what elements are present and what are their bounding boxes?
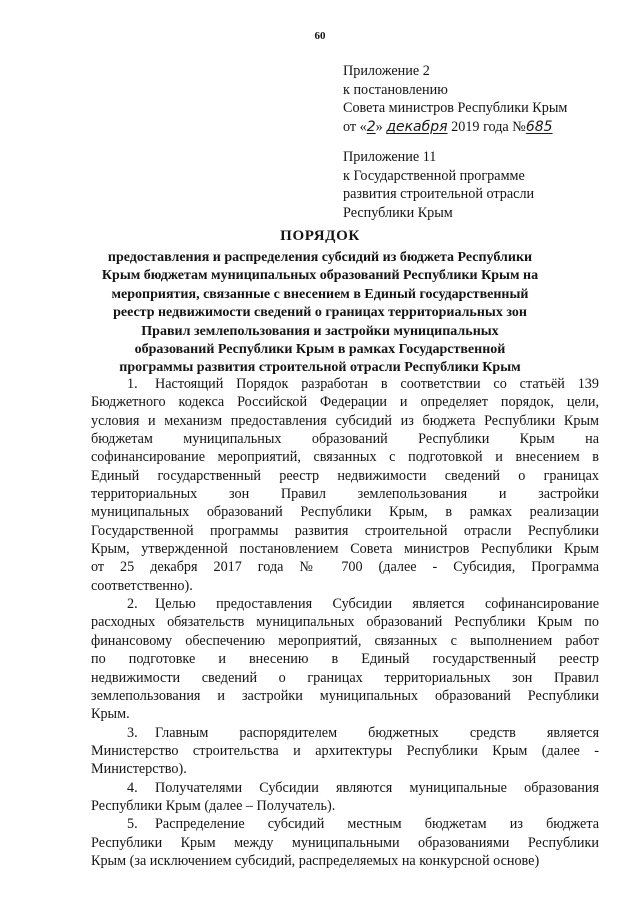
page-number: 60 — [314, 30, 326, 42]
paragraph-text: Крым (за исключением субсидий, распределяемых на конкурсной основе) — [91, 852, 540, 869]
paragraph-line — [91, 797, 599, 815]
paragraph-text: Получателями Субсидии являются муниципальные образования — [155, 779, 599, 796]
paragraph-line — [91, 742, 599, 760]
paragraph-3 — [91, 724, 599, 779]
subtitle-line: реестр недвижимости сведений о границах территориальных зон — [113, 305, 527, 321]
paragraph-line — [91, 705, 599, 723]
paragraph-1 — [91, 375, 599, 595]
paragraph-number: 2. — [127, 596, 138, 613]
annex-date-line — [343, 118, 613, 137]
paragraph-line — [91, 632, 599, 650]
paragraph-line — [91, 393, 599, 411]
paragraph-line — [91, 430, 599, 448]
paragraph-text: Крым. — [91, 706, 130, 723]
annex-original — [343, 148, 613, 222]
paragraph-text: Настоящий Порядок разработан в соответствии со статьёй 139 — [155, 376, 599, 392]
paragraph-line — [91, 412, 599, 430]
paragraph-text: муниципальных образований Республики Крым, в рамках реализации — [91, 504, 599, 521]
paragraph-text: Целью предоставления Субсидии является софинансирование — [155, 596, 599, 613]
annex-line: Совета министров Республики Крым — [343, 100, 568, 116]
paragraph-text: недвижимости сведений о границах территориальных зон Правил — [91, 669, 599, 686]
paragraph-line — [91, 613, 599, 631]
subtitle-line: мероприятия, связанные с внесением в Единый государственный — [111, 286, 529, 302]
handwritten-day: 2 — [366, 118, 376, 135]
annex-original-line: Республики Крым — [343, 204, 453, 221]
paragraph-line — [91, 467, 599, 485]
annex-original-line: Приложение 11 — [343, 149, 437, 165]
paragraph-text: Министерство). — [91, 761, 187, 778]
paragraph-text: Республики Крым между муниципальными образованиями Республики — [91, 834, 599, 851]
paragraph-line — [91, 669, 599, 687]
paragraph-text: по подготовке и внесению в Единый государственный реестр — [91, 651, 599, 668]
date-mid: » — [375, 118, 387, 135]
paragraph-line — [91, 650, 599, 668]
paragraph-5 — [91, 815, 599, 870]
paragraph-2 — [91, 595, 599, 723]
handwritten-month: декабря — [386, 118, 448, 135]
paragraph-text: Министерство строительства и архитектуры Республики Крым (далее - — [91, 742, 599, 759]
annex-original-line: развития строительной отрасли — [343, 186, 535, 202]
paragraph-line — [91, 779, 599, 797]
paragraph-4 — [91, 779, 599, 816]
paragraph-line — [91, 834, 599, 852]
paragraph-line — [91, 595, 599, 613]
annex-original-line: к Государственной программе — [343, 167, 525, 184]
paragraph-text: финансовому обеспечению мероприятий, связанных с выполнением работ — [91, 632, 599, 649]
paragraph-line — [91, 852, 599, 870]
document-title: ПОРЯДОК — [280, 228, 360, 244]
paragraph-text: Распределение субсидий местным бюджетам из бюджета — [155, 816, 599, 833]
date-prefix: от « — [343, 118, 367, 135]
date-year: 2019 года № — [447, 118, 526, 135]
paragraph-number: 1. — [127, 376, 138, 392]
subtitle-line: предоставления и распределения субсидий из бюджета Республики — [107, 250, 533, 265]
paragraph-text: землепользования и застройки муниципальных образований Республики — [91, 687, 599, 704]
paragraph-line — [91, 448, 599, 466]
paragraph-text: Республики Крым (далее – Получатель). — [91, 797, 336, 814]
annex-line: Приложение 2 — [343, 63, 430, 79]
paragraph-line — [91, 485, 599, 503]
paragraph-line — [91, 577, 599, 595]
annex-header — [343, 62, 613, 136]
paragraph-line — [91, 724, 599, 742]
paragraph-line — [91, 760, 599, 778]
paragraph-text: Главным распорядителем бюджетных средств является — [155, 724, 599, 741]
paragraph-text: расходных обязательств муниципальных образований Республики Крым по — [91, 614, 599, 631]
paragraph-text: соответственно). — [91, 577, 193, 594]
annex-line: к постановлению — [343, 81, 448, 98]
subtitle-line: Крым бюджетам муниципальных образований Республики Крым на — [101, 268, 539, 284]
paragraph-text: Бюджетного кодекса Российской Федерации и определяет порядок, цели, — [91, 394, 599, 411]
paragraph-text: Государственной программы развития строительной отрасли Республики — [91, 522, 599, 539]
paragraph-line — [91, 503, 599, 521]
paragraph-number: 4. — [127, 779, 138, 796]
paragraph-text: условия и механизм предоставления субсидий из бюджета Республики Крым — [91, 412, 599, 429]
paragraph-text: территориальных зон Правил землепользования и застройки — [91, 486, 599, 503]
paragraph-line — [91, 540, 599, 558]
paragraph-line — [91, 815, 599, 833]
paragraph-number: 5. — [127, 816, 138, 833]
handwritten-doc-number: 685 — [525, 118, 553, 135]
document-subtitle — [80, 249, 560, 378]
paragraph-text: от 25 декабря 2017 года № 700 (далее - Субсидия, Программа — [91, 559, 599, 576]
paragraph-line — [91, 522, 599, 540]
paragraph-text: Крым, утвержденной постановлением Совета министров Республики Крым — [91, 541, 599, 558]
subtitle-line: Правил землепользования и застройки муниципальных — [141, 323, 499, 339]
subtitle-line: программы развития строительной отрасли Республики Крым — [119, 360, 521, 376]
paragraph-text: софинансирование мероприятий, связанных с подготовкой и внесением в — [91, 449, 599, 466]
paragraph-line — [91, 558, 599, 576]
paragraph-number: 3. — [127, 724, 138, 741]
paragraph-text: Единый государственный реестр недвижимости сведений о границах — [91, 467, 599, 484]
document-body — [91, 375, 599, 870]
paragraph-line — [91, 687, 599, 705]
paragraph-text: бюджетам муниципальных образований Республики Крым на — [91, 431, 599, 448]
subtitle-line: образований Республики Крым в рамках Государственной — [134, 342, 506, 358]
paragraph-line — [91, 375, 599, 393]
